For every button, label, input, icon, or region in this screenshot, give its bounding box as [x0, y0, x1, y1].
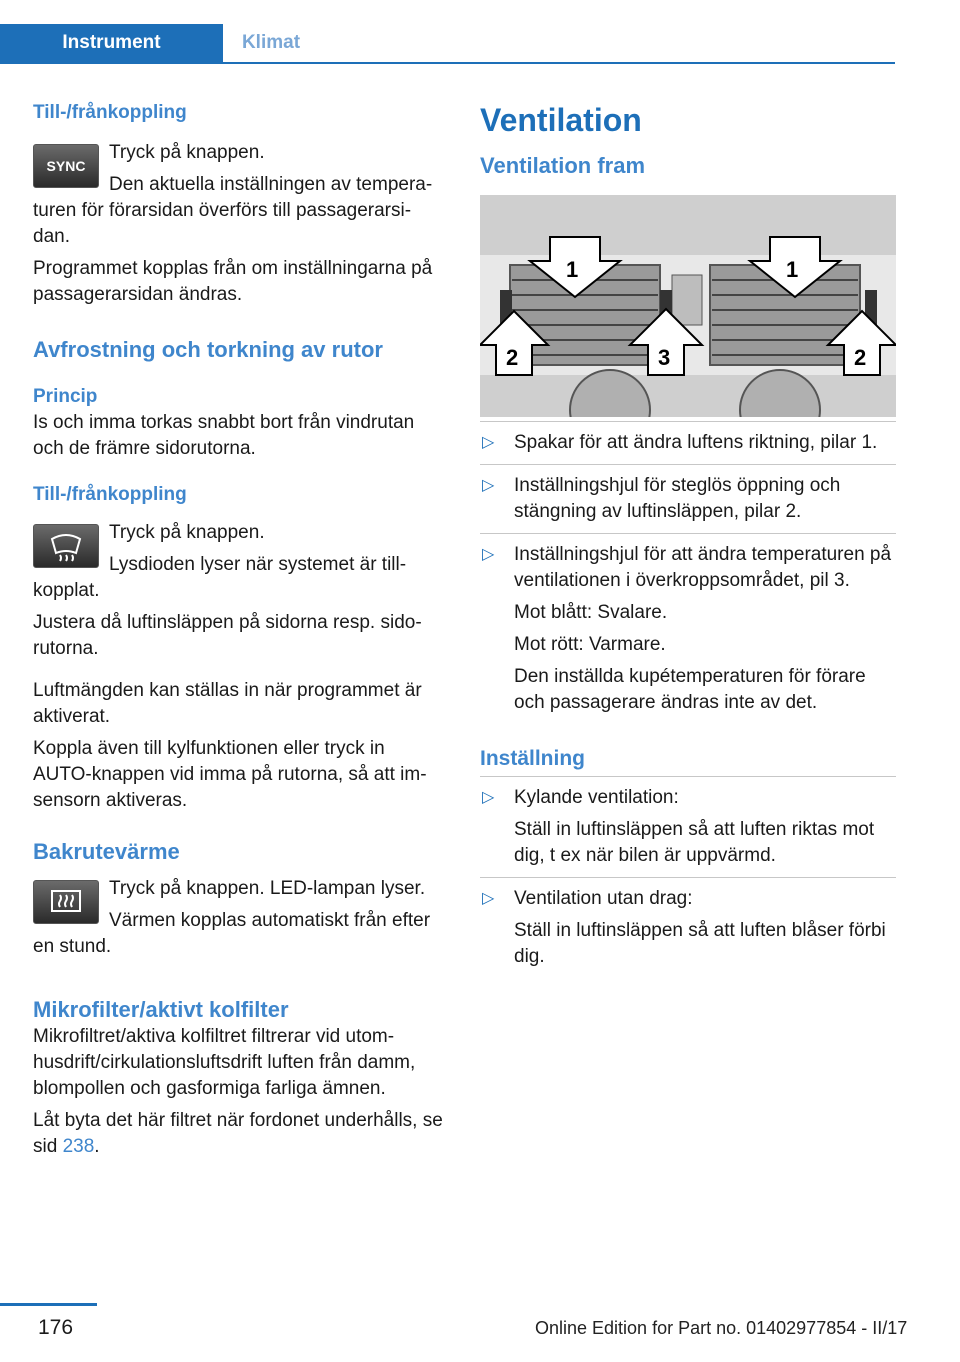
- paragraph: Koppla även till kylfunktionen eller tryck in AUTO-knappen vid imma på rutorna, så att im-sensorn aktiveras.: [33, 738, 427, 811]
- paragraph: Lysdioden lyser när systemet är till-kopplat.: [33, 554, 407, 601]
- list-item: ▷ Ventilation utan drag: Ställ in luftinsläppen så att luften blåser förbi dig.: [480, 877, 896, 978]
- right-column: [480, 100, 896, 978]
- paragraph: Den aktuella inställningen av tempera-turen för förarsidan överförs till passagerarsi-dan.: [33, 174, 433, 247]
- bullet-list: [480, 776, 896, 978]
- paragraph: Mikrofiltret/aktiva kolfiltret filtrerar vid utom-husdrift/cirkulationsluftsdrift luften från damm, blompollen och gasformiga farliga ämnen.: [33, 1026, 416, 1099]
- paragraph: Värmen kopplas automatiskt från efter en stund.: [33, 910, 431, 957]
- section-heading: Avfrostning och torkning av rutor: [33, 337, 383, 362]
- page-link[interactable]: 238: [62, 1136, 95, 1157]
- paragraph: Justera då luftinsläppen på sidorna resp. sido-rutorna.: [33, 612, 422, 659]
- subsection-heading: Princip: [33, 386, 98, 407]
- triangle-bullet-icon: ▷: [482, 890, 495, 907]
- list-item: ▷ Inställningshjul för att ändra temperaturen på ventilationen i överkroppsområdet, pil 3. Mot blått: Svalare. Mot rött: Varmare. Den inställda kupétemperaturen för förare och passagerare ändras inte av det.: [480, 533, 896, 724]
- paragraph: Luftmängden kan ställas in när programmet är aktiverat.: [33, 680, 422, 727]
- paragraph: Programmet kopplas från om inställningarna på passagerarsidan ändras.: [33, 258, 433, 305]
- triangle-bullet-icon: ▷: [482, 789, 495, 806]
- paragraph: Tryck på knappen.: [109, 522, 265, 543]
- chapter-title: Ventilation: [480, 102, 642, 138]
- paragraph: Tryck på knappen.: [109, 142, 265, 163]
- tab-klimat[interactable]: Klimat: [241, 32, 301, 53]
- left-column: [33, 100, 447, 1160]
- tab-instrument[interactable]: Instrument: [0, 24, 223, 62]
- section-heading: Mikrofilter/aktivt kolfilter: [33, 997, 289, 1022]
- rear-window-defrost-icon: [33, 880, 99, 924]
- list-item: ▷ Inställningshjul för steglös öppning och stängning av luftinsläppen, pilar 2.: [480, 464, 896, 533]
- ventilation-photo: [480, 195, 896, 417]
- triangle-bullet-icon: ▷: [482, 434, 495, 451]
- arrow-label: 2: [506, 345, 519, 370]
- page-number: 176: [38, 1316, 74, 1339]
- paragraph: Tryck på knappen. LED-lampan lyser.: [109, 878, 426, 899]
- section-heading: Ventilation fram: [480, 153, 646, 178]
- bullet-list: [480, 421, 896, 724]
- windshield-defrost-icon: [33, 524, 99, 568]
- subsection-heading: Till-/frånkoppling: [33, 484, 187, 505]
- arrow-label: 2: [854, 345, 867, 370]
- triangle-bullet-icon: ▷: [482, 546, 495, 563]
- subsection-heading: Inställning: [480, 747, 585, 770]
- chapter-tabs: [0, 24, 895, 64]
- section-heading: Bakrutevärme: [33, 839, 180, 864]
- paragraph: Is och imma torkas snabbt bort från vindrutan och de främre sidorutorna.: [33, 412, 415, 459]
- arrow-label: 1: [566, 257, 579, 282]
- edition-footer: Online Edition for Part no. 01402977854 - II/17: [535, 1318, 908, 1338]
- arrow-label: 1: [786, 257, 799, 282]
- list-item: ▷ Spakar för att ändra luftens riktning, pilar 1.: [480, 421, 896, 464]
- sync-button-icon: SYNC: [33, 144, 99, 188]
- section-heading: Till-/frånkoppling: [33, 102, 187, 123]
- triangle-bullet-icon: ▷: [482, 477, 495, 494]
- list-item: ▷ Kylande ventilation: Ställ in luftinsläppen så att luften riktas mot dig, t ex när bilen är uppvärmd.: [480, 776, 896, 877]
- paragraph: Låt byta det här filtret när fordonet underhålls, se sid 238.: [33, 1110, 443, 1157]
- arrow-label: 3: [658, 345, 671, 370]
- page-number-bar: [0, 1303, 97, 1306]
